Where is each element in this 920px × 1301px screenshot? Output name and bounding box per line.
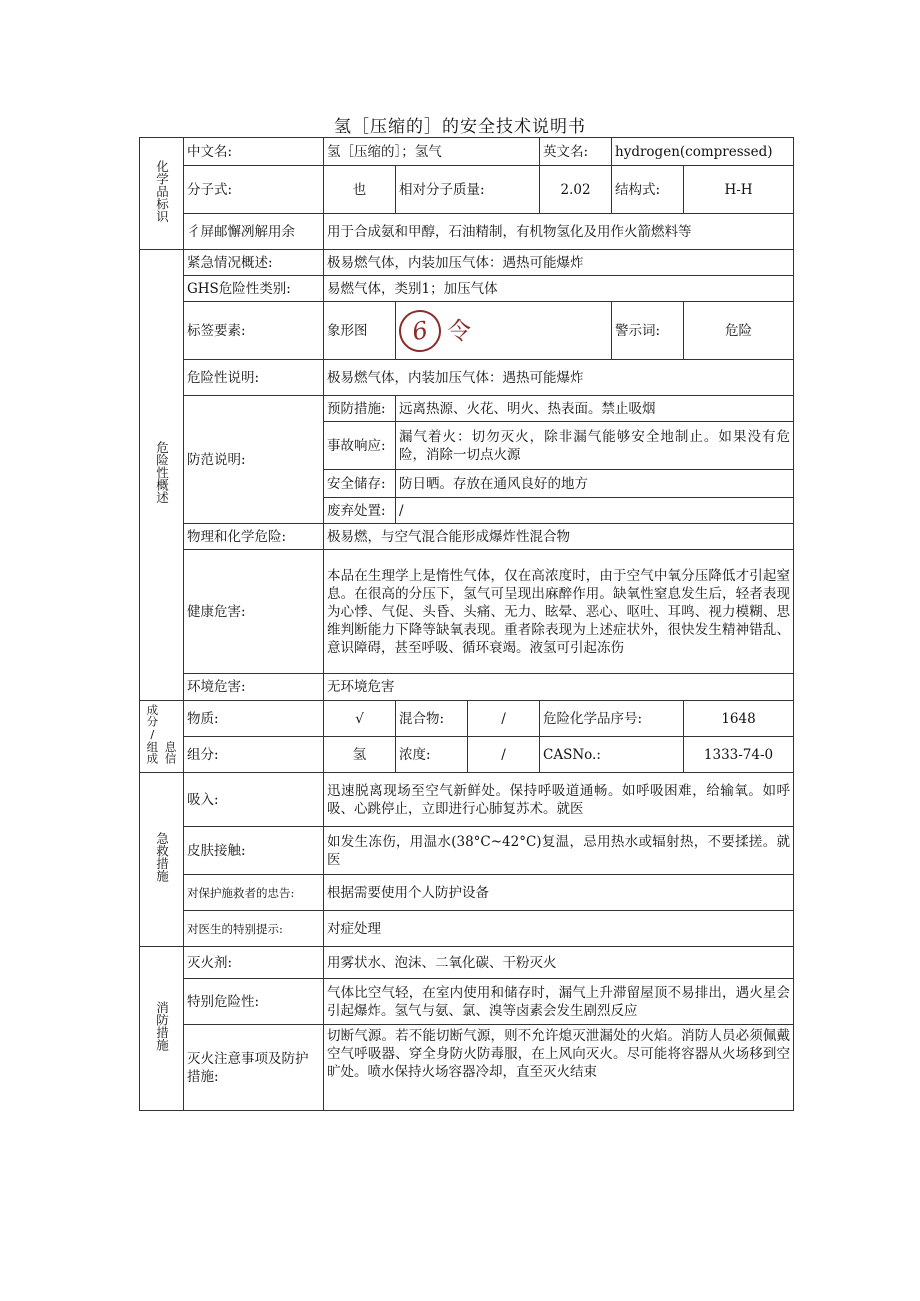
agent-label: 灭火剂: [184, 947, 324, 979]
env-label: 环境危害: [184, 674, 324, 701]
health: 本品在生理学上是惰性气体，仅在高浓度时，由于空气中氧分压降低才引起窒息。在很高的分压下，氢气可呈现出麻醉作用。缺氧性窒息发生后，轻者表现为心悸、气促、头昏、头痛、无力、眩晕、恶心、呕吐、耳鸣、视力模糊、思维判断能力下降等缺氧表现。重者除表现为上述症状外，很快发生精神错乱、意识障碍，甚至呼吸、循环衰竭。液氢可引起冻伤 [324, 550, 794, 674]
structure: H-H [684, 166, 794, 214]
sds-table [139, 137, 794, 1111]
skin: 如发生冻伤，用温水(38°C~42°C)复温，忌用热水或辐射热，不要揉搓。就医 [324, 827, 794, 875]
notes-label: 灭火注意事项及防护措施: [184, 1025, 324, 1111]
cn-name-label: 中文名: [184, 138, 324, 166]
section-firstaid: 急救措施 [140, 773, 184, 947]
emergency-label: 紧急情况概述: [184, 250, 324, 276]
section-fire: 消防措施 [140, 947, 184, 1111]
notes: 切断气源。若不能切断气源，则不允许熄灭泄漏处的火焰。消防人员必须佩戴空气呼吸器、穿全身防火防毒服，在上风向灭火。尽可能将容器从火场移到空旷处。喷水保持火场容器冷却，直至灭火结束 [324, 1025, 794, 1111]
cn-name: 氢［压缩的］；氢气 [324, 138, 540, 166]
en-name-label: 英文名: [540, 138, 612, 166]
section-hazard: 危险性概述 [140, 250, 184, 701]
rescuer-label: 对保护施救者的忠告: [184, 875, 324, 911]
agent: 用雾状水、泡沫、二氧化碳、干粉灭火 [324, 947, 794, 979]
use-label: 彳屏邮懈冽解用余 [184, 214, 324, 250]
substance: √ [324, 701, 396, 737]
label-elements-label: 标签要素: [184, 302, 324, 360]
mixture: / [468, 701, 540, 737]
substance-label: 物质: [184, 701, 324, 737]
skin-label: 皮肤接触: [184, 827, 324, 875]
conc-label: 浓度: [396, 737, 468, 773]
statement: 极易燃气体，内装加压气体：遇热可能爆炸 [324, 360, 794, 396]
mw-label: 相对分子质量: [396, 166, 540, 214]
special: 气体比空气轻，在室内使用和储存时，漏气上升滞留屋顶不易排出，遇火星会引起爆炸。氢气与氨、氯、溴等卤素会发生剧烈反应 [324, 979, 794, 1025]
rescuer: 根据需要使用个人防护设备 [324, 875, 794, 911]
gas-cylinder-pictogram-icon: 令 [447, 316, 471, 345]
en-name: hydrogen(compressed) [612, 138, 794, 166]
formula-label: 分子式: [184, 166, 324, 214]
storage: 防日晒。存放在通风良好的地方 [396, 470, 794, 498]
doctor-label: 对医生的特别提示: [184, 911, 324, 947]
precaution-label: 防范说明: [184, 396, 324, 524]
disposal: / [396, 498, 794, 524]
structure-label: 结构式: [612, 166, 684, 214]
mixture-label: 混合物: [396, 701, 468, 737]
storage-label: 安全储存: [324, 470, 396, 498]
flame-pictogram-icon: 6 [396, 306, 445, 355]
ghs: 易燃气体，类别1；加压气体 [324, 276, 794, 302]
cas-label: CASNo.: [540, 737, 684, 773]
serial-label: 危险化学品序号: [540, 701, 684, 737]
inhale: 迅速脱离现场至空气新鲜处。保持呼吸道通畅。如呼吸困难，给输氧。如呼吸、心跳停止，立即进行心肺复苏术。就医 [324, 773, 794, 827]
mw: 2.02 [540, 166, 612, 214]
conc: / [468, 737, 540, 773]
inhale-label: 吸入: [184, 773, 324, 827]
statement-label: 危险性说明: [184, 360, 324, 396]
env: 无环境危害 [324, 674, 794, 701]
pictogram-label: 象形图 [324, 302, 396, 360]
use: 用于合成氨和甲醇，石油精制，有机物氢化及用作火箭燃料等 [324, 214, 794, 250]
doctor: 对症处理 [324, 911, 794, 947]
section-identification: 化学品标识 [140, 138, 184, 250]
health-label: 健康危害: [184, 550, 324, 674]
formula: 也 [324, 166, 396, 214]
response: 漏气着火：切勿灭火，除非漏气能够安全地制止。如果没有危险，消除一切点火源 [396, 422, 794, 470]
signal-word: 危险 [684, 302, 794, 360]
prevention-label: 预防措施: [324, 396, 396, 422]
special-label: 特别危险性: [184, 979, 324, 1025]
physchem: 极易燃，与空气混合能形成爆炸性混合物 [324, 524, 794, 550]
physchem-label: 物理和化学危险: [184, 524, 324, 550]
response-label: 事故响应: [324, 422, 396, 470]
cas: 1333-74-0 [684, 737, 794, 773]
disposal-label: 废弃处置: [324, 498, 396, 524]
serial: 1648 [684, 701, 794, 737]
component: 氢 [324, 737, 396, 773]
emergency: 极易燃气体，内装加压气体：遇热可能爆炸 [324, 250, 794, 276]
ghs-label: GHS危险性类别: [184, 276, 324, 302]
component-label: 组分: [184, 737, 324, 773]
page-title: 氢［压缩的］的安全技术说明书 [334, 117, 586, 137]
prevention: 远离热源、火花、明火、热表面。禁止吸烟 [396, 396, 794, 422]
section-composition: 成分/组成 息信 [140, 701, 184, 773]
signal-label: 警示词: [612, 302, 684, 360]
pictograms [396, 302, 612, 360]
